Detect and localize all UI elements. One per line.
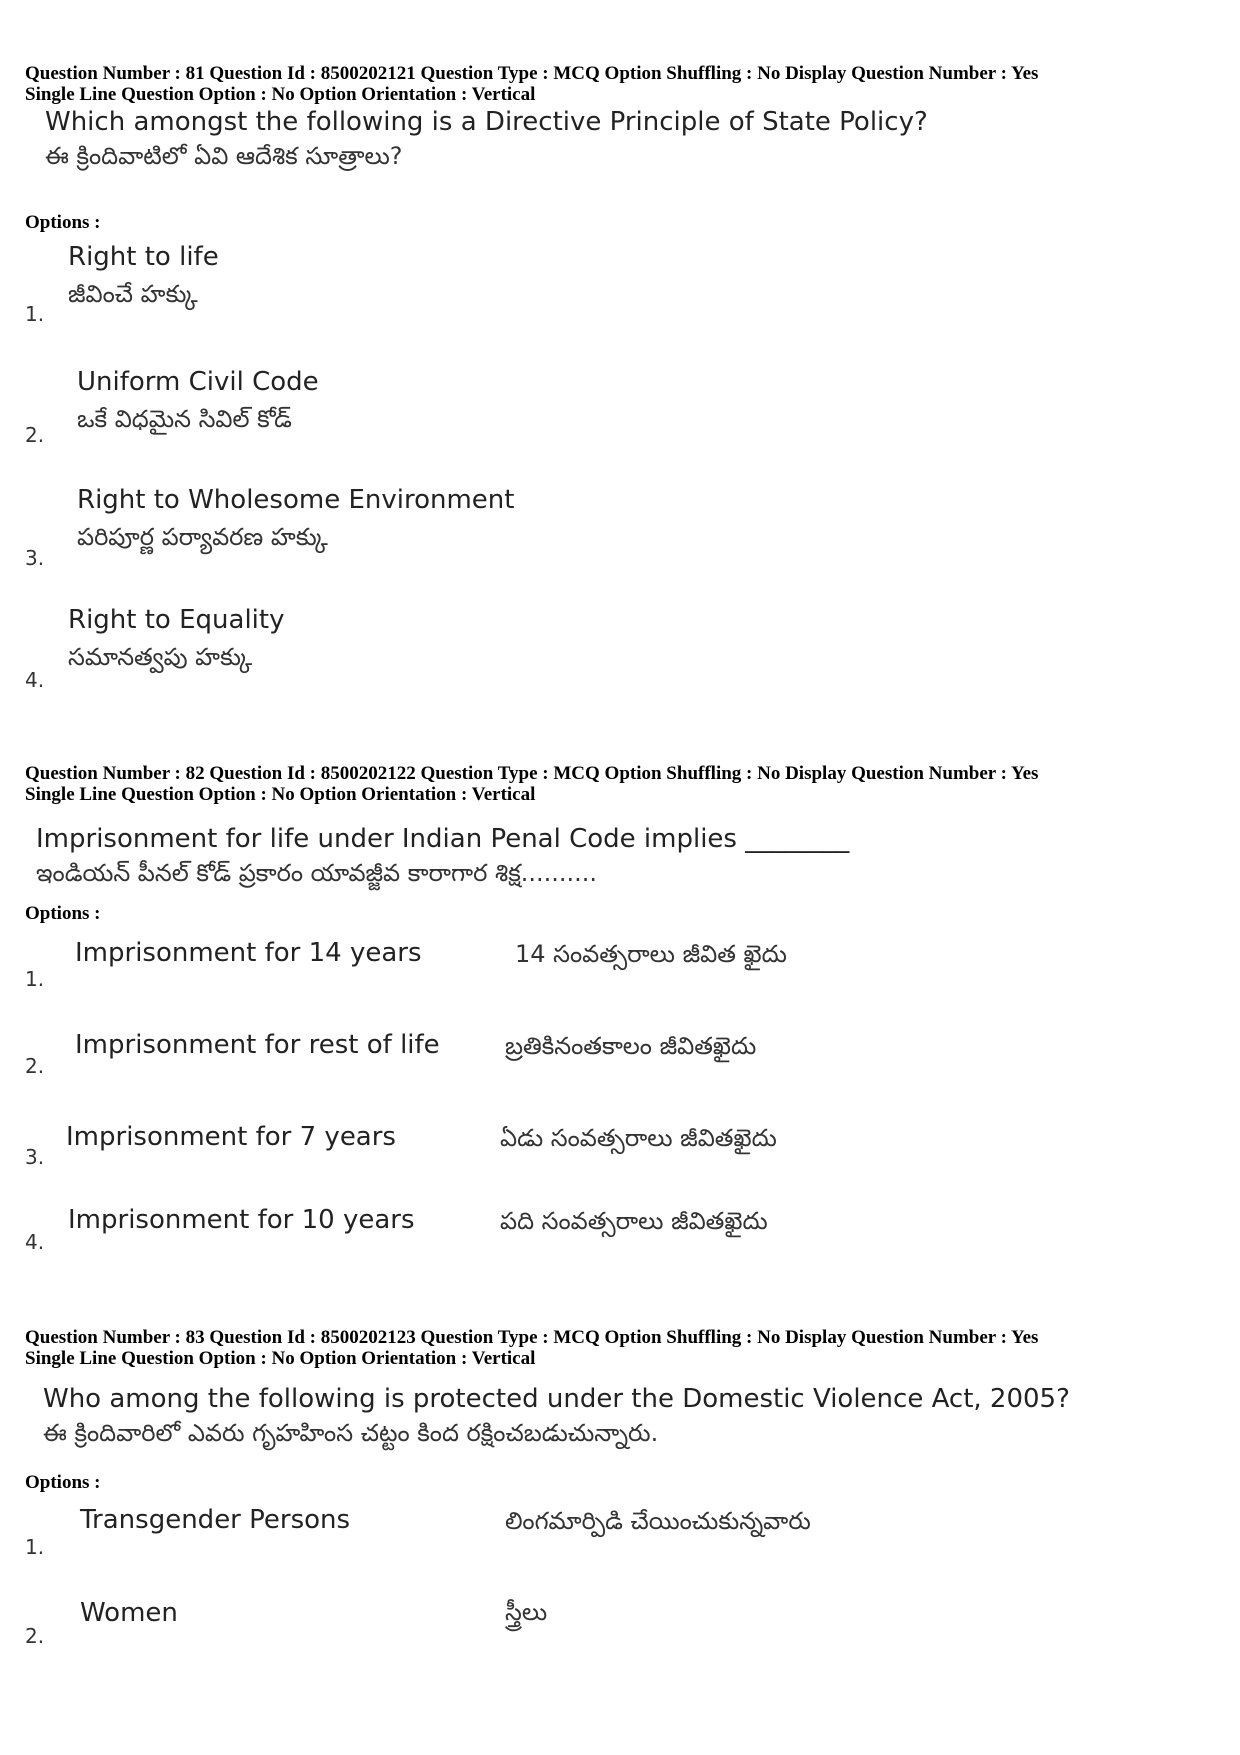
question-te: ఈ క్రిందివాటిలో ఏవి ఆదేశిక సూత్రాలు? xyxy=(45,142,403,170)
option-1-te: 14 సంవత్సరాలు జీవిత ఖైదు xyxy=(515,940,787,968)
option-4-number: 4. xyxy=(25,1230,45,1254)
question-81-meta xyxy=(25,63,1038,105)
options-label: Options : xyxy=(25,1472,101,1493)
question-te: ఈ క్రిందివారిలో ఎవరు గృహహింస చట్టం కింద రక్షించబడుచున్నారు. xyxy=(43,1419,659,1447)
option-2-te: ఒకే విధమైన సివిల్ కోడ్ xyxy=(77,405,292,433)
meta-line-2: Single Line Question Option : No Option Orientation : Vertical xyxy=(25,784,536,805)
meta-line-1: Question Number : 81 Question Id : 8500202121 Question Type : MCQ Option Shuffling : No Display Question Number : Yes xyxy=(25,63,1039,84)
meta-line-2: Single Line Question Option : No Option Orientation : Vertical xyxy=(25,1348,536,1369)
options-label: Options : xyxy=(25,212,101,233)
option-3-te: ఏడు సంవత్సరాలు జీవితఖైదు xyxy=(500,1124,777,1152)
option-1-te: జీవించే హక్కు xyxy=(68,280,198,308)
question-en: Which amongst the following is a Directive Principle of State Policy? xyxy=(45,107,928,137)
option-2-te: స్త్రీలు xyxy=(505,1598,548,1626)
option-3-te: పరిపూర్ణ పర్యావరణ హక్కు xyxy=(77,523,328,551)
question-en: Who among the following is protected under the Domestic Violence Act, 2005? xyxy=(43,1384,1070,1414)
option-1-number: 1. xyxy=(25,967,45,991)
option-1-en: Transgender Persons xyxy=(80,1505,351,1535)
question-83-text xyxy=(43,1382,1070,1450)
option-2-en: Imprisonment for rest of life xyxy=(75,1030,440,1060)
options-label: Options : xyxy=(25,903,101,924)
option-1-number: 1. xyxy=(25,302,45,326)
meta-line-1: Question Number : 83 Question Id : 8500202123 Question Type : MCQ Option Shuffling : No Display Question Number : Yes xyxy=(25,1327,1039,1348)
meta-line-2: Single Line Question Option : No Option Orientation : Vertical xyxy=(25,84,536,105)
option-2-en: Uniform Civil Code xyxy=(77,367,319,397)
option-3-number: 3. xyxy=(25,546,45,570)
option-3-en: Right to Wholesome Environment xyxy=(77,485,515,515)
option-1-number: 1. xyxy=(25,1535,45,1559)
option-2-te: బ్రతికినంతకాలం జీవితఖైదు xyxy=(505,1032,757,1060)
option-1-en: Imprisonment for 14 years xyxy=(75,938,422,968)
meta-line-1: Question Number : 82 Question Id : 8500202122 Question Type : MCQ Option Shuffling : No Display Question Number : Yes xyxy=(25,763,1039,784)
option-2-number: 2. xyxy=(25,423,45,447)
option-1-en: Right to life xyxy=(68,242,219,272)
option-1-te: లింగమార్పిడి చేయించుకున్నవారు xyxy=(505,1507,811,1535)
option-4-en: Right to Equality xyxy=(68,605,285,635)
option-3-number: 3. xyxy=(25,1145,45,1169)
option-4-te: సమానత్వపు హక్కు xyxy=(68,643,253,671)
question-82-meta xyxy=(25,763,1038,805)
option-2-number: 2. xyxy=(25,1624,45,1648)
option-2-number: 2. xyxy=(25,1054,45,1078)
option-4-en: Imprisonment for 10 years xyxy=(68,1205,415,1235)
question-en: Imprisonment for life under Indian Penal Code implies ________ xyxy=(36,824,850,854)
question-82-text xyxy=(36,822,849,890)
question-te: ఇండియన్ పీనల్ కోడ్ ప్రకారం యావజ్జీవ కారాగార శిక్ష.......... xyxy=(36,859,598,887)
question-83-meta xyxy=(25,1327,1038,1369)
option-4-te: పది సంవత్సరాలు జీవితఖైదు xyxy=(500,1207,768,1235)
option-2-en: Women xyxy=(80,1598,178,1628)
option-3-en: Imprisonment for 7 years xyxy=(66,1122,396,1152)
question-81-text xyxy=(45,105,928,173)
option-4-number: 4. xyxy=(25,668,45,692)
